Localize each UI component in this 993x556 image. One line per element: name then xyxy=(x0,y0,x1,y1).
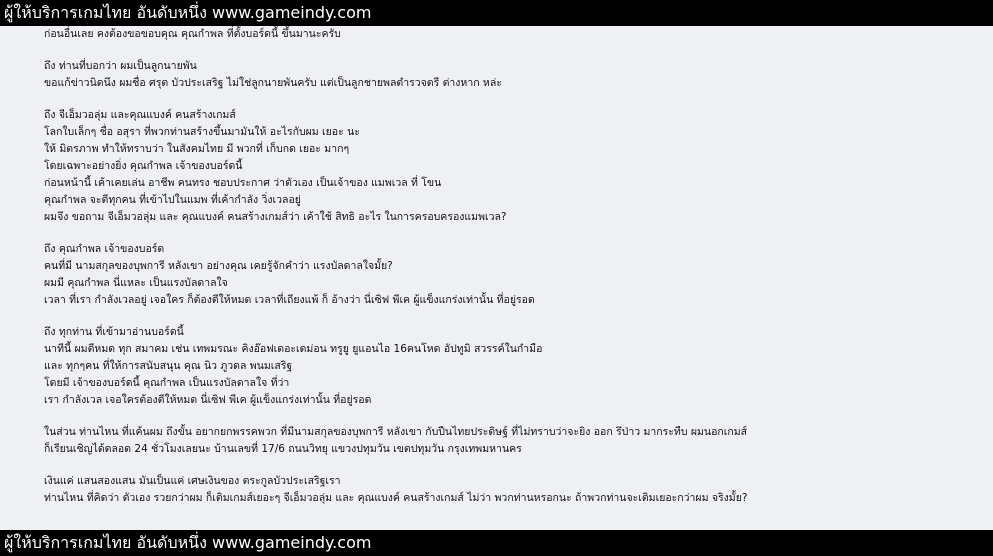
post-line: ถึง คุณกำพล เจ้าของบอร์ด xyxy=(44,243,165,255)
bottom-banner xyxy=(0,530,993,556)
post-line: เวลา ที่เรา กำลังเวลอยู่ เจอใคร ก็ต้องตีให้หมด เวลาที่เถียงแพ้ ก็ อ้างว่า นี่เซิฟ พีเค ผู้แข็งแกร่งเท่านั้น ที่อยู่รอด xyxy=(44,294,535,306)
post-line: ถึง ท่านที่บอกว่า ผมเป็นลูกนายพัน xyxy=(44,60,197,72)
post-line: ถึง ทุกท่าน ที่เข้ามาอ่านบอร์ดนี้ xyxy=(44,326,184,338)
post-line: ผมจึง ขอถาม จีเอ็มวอลุ่ม และ คุณแบงค์ คนสร้างเกมส์ว่า เค้าใช้ สิทธิ อะไร ในการครอบครองแมพเวล? xyxy=(44,211,507,223)
post-line: ก่อนหน้านี้ เค้าเคยเล่น อาชีพ คนทรง ชอบประกาศ ว่าตัวเอง เป็นเจ้าของ แมพเวล ที่ โขน xyxy=(44,177,442,189)
post-line: โลกใบเล็กๆ ชื่อ อสุรา ที่พวกท่านสร้างขึ้นมามันให้ อะไรกับผม เยอะ นะ xyxy=(44,126,360,138)
paragraph-gap xyxy=(44,226,984,241)
post-line: คุณกำพล จะตีทุกคน ที่เข้าไปในแมพ ที่เค้ากำลัง วิ่งเวลอยู่ xyxy=(44,194,301,206)
paragraph-gap xyxy=(44,92,984,107)
post-line: คนที่มี นามสกุลของบุพการี หลังเขา อย่างคุณ เคยรู้จักคำว่า แรงบัลดาลใจมั้ย? xyxy=(44,260,393,272)
post-line: ถึง จีเอ็มวอลุ่ม และคุณแบงค์ คนสร้างเกมส์ xyxy=(44,109,236,121)
post-line: ในส่วน ท่านไหน ที่แค้นผม ถึงขั้น อยากยกพรรคพวก ที่มีนามสกุลของบุพการี หลังเขา กับปืนไทยประดิษฐ์ ที่ไม่ทราบว่าจะยิง ออก รึป่าว มากระทืบ ผมนอกเกมส์ xyxy=(44,426,748,438)
post-line: ก็เรียนเชิญได้ตลอด 24 ชั่วโมงเลยนะ บ้านเลขที่ 17/6 ถนนวิทยุ แขวงปทุมวัน เขตปทุมวัน กรุงเทพมหานคร xyxy=(44,443,522,455)
paragraph-gap xyxy=(44,458,984,473)
post-line: ท่านไหน ที่คิดว่า ตัวเอง รวยกว่าผม ก็เติมเกมส์เยอะๆ จีเอ็มวอลุ่ม และ คุณแบงค์ คนสร้างเกมส์ ไม่ว่า พวกท่านหรอกนะ ถ้าพวกท่านจะเติมเยอะกว่าผม จริงมั้ย? xyxy=(44,492,748,504)
paragraph-gap xyxy=(44,43,984,58)
post-line: และ ทุกๆคน ที่ให้การสนับสนุน คุณ นิว ภูวดล พนมเสริฐ xyxy=(44,360,293,372)
post-line: ผมมี คุณกำพล นี่แหละ เป็นแรงบัลดาลใจ xyxy=(44,277,228,289)
bottom-banner-text: ผู้ให้บริการเกมไทย อันดับหนึ่ง www.gameindy.com xyxy=(4,533,372,552)
paragraph-gap xyxy=(44,409,984,424)
post-line: เรา กำลังเวล เจอใครต้องตีให้หมด นี่เซิฟ พีเค ผู้แข็งแกร่งเท่านั้น ที่อยู่รอด xyxy=(44,394,372,406)
post-line: เงินแค่ แสนสองแสน มันเป็นแค่ เศษเงินของ ตระกูลบัวประเสริฐเรา xyxy=(44,475,341,487)
post-line: โดยมี เจ้าของบอร์ดนี้ คุณกำพล เป็นแรงบัลดาลใจ ที่ว่า xyxy=(44,377,290,389)
post-line: โดยเฉพาะอย่างยิ่ง คุณกำพล เจ้าของบอร์ดนี้ xyxy=(44,160,243,172)
post-line: นาทีนี้ ผมตีหมด ทุก สมาคม เช่น เทพมรณะ คิงอ๊อฟเดอะเดม่อน ทรูยู ยูแอนไอ 16คนโหด อัปทูมิ สวรรค์ในกำมือ xyxy=(44,343,543,355)
post-line: ขอแก้ข่าวนิดนึง ผมชื่อ ศรุต บัวประเสริฐ ไม่ใช่ลูกนายพันครับ แต่เป็นลูกชายพลตำรวจตรี ต่างหาก หล่ะ xyxy=(44,77,502,89)
top-banner xyxy=(0,0,993,26)
post-body xyxy=(44,26,984,530)
post-line: ให้ มิตรภาพ ทำให้ทราบว่า ในสังคมไทย มี พวกที่ เก็บกด เยอะ มากๆ xyxy=(44,143,350,155)
paragraph-gap xyxy=(44,309,984,324)
post-line: ก่อนอื่นเลย คงต้องขอขอบคุณ คุณกำพล ที่ตั้งบอร์ดนี้ ขึ้นมานะครับ xyxy=(44,28,341,40)
top-banner-text: ผู้ให้บริการเกมไทย อันดับหนึ่ง www.gameindy.com xyxy=(4,3,372,22)
